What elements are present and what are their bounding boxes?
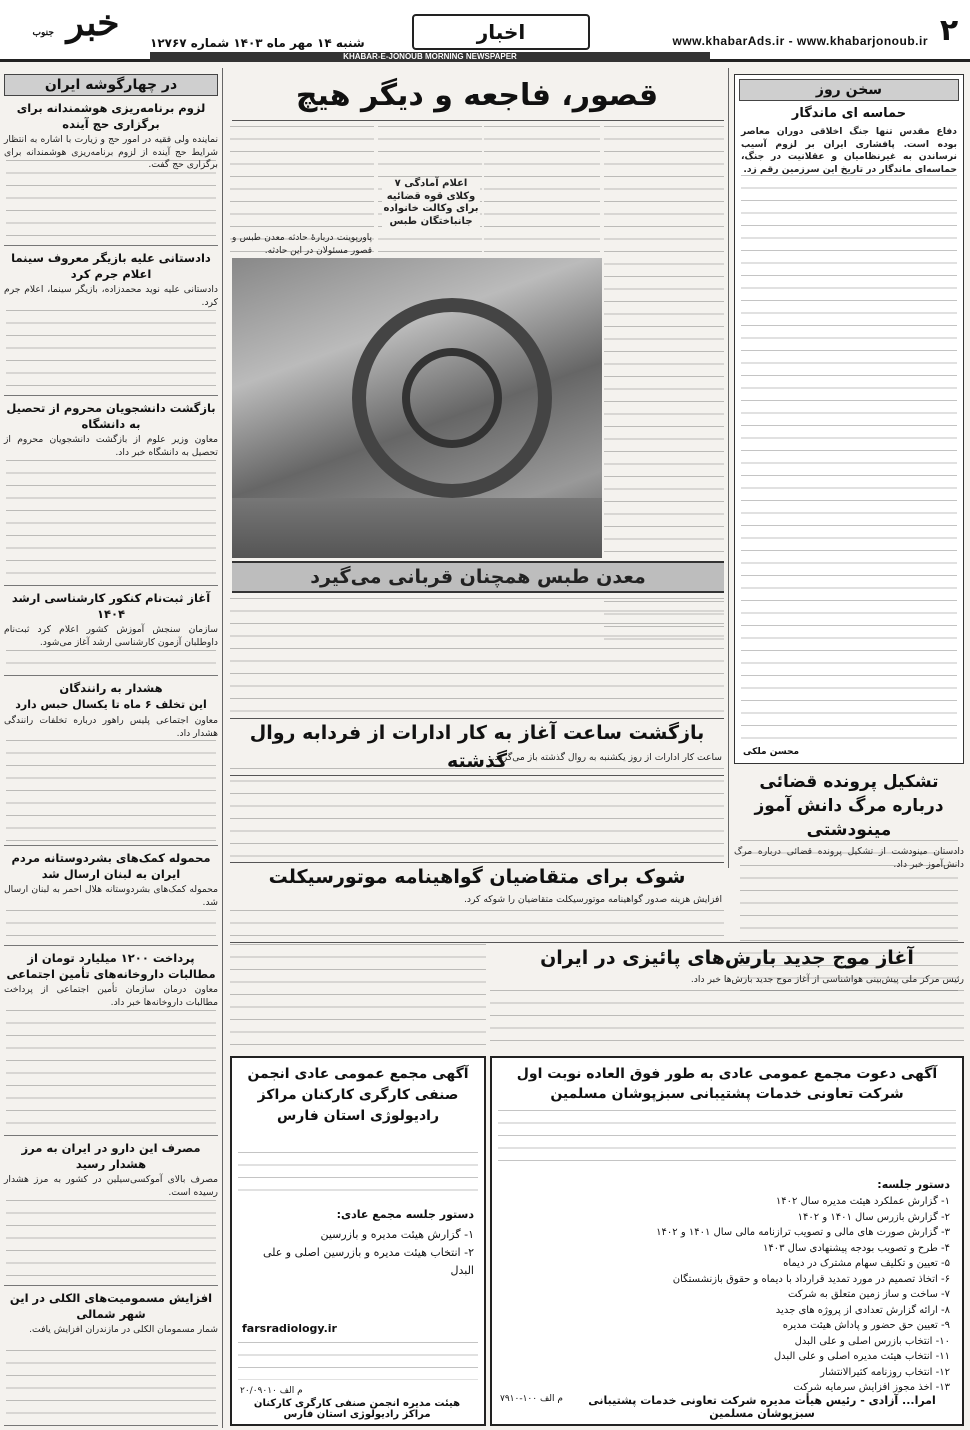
radiology-agenda-title: دستور جلسه مجمع عادی: xyxy=(336,1208,474,1221)
logo-text: خبر xyxy=(66,2,120,44)
radiology-ad-title: آگهی مجمع عمومی عادی انجمن صنفی کارگری کارکنان مراکز رادیولوژی استان فارس xyxy=(247,1066,469,1124)
coop-agenda-item: ۷- ساخت و ساز زمین متعلق به شرکت xyxy=(787,1289,950,1300)
coop-agenda-list xyxy=(510,1194,950,1396)
corner-news-item xyxy=(4,96,218,246)
coop-agenda-item: ۱۰- انتخاب بازرس اصلی و علی البدل xyxy=(794,1335,950,1347)
lead-body-text xyxy=(484,126,600,256)
corner-box-title: در چهارگوشه ایران xyxy=(4,74,218,96)
corner-news-text: شمار مسمومان الکلی در مازندران افزایش یافت. xyxy=(29,1324,218,1335)
corner-news-item xyxy=(4,246,218,396)
corner-news-title: دادستانی علیه بازیگر معروف سینما اعلام جرم کرد xyxy=(11,251,211,281)
corner-news-title: آغاز ثبت‌نام کنکور کارشناسی ارشد ۱۴۰۴ xyxy=(11,591,211,621)
coop-agenda-item: ۱۲- انتخاب روزنامه کثیرالانتشار xyxy=(820,1366,950,1378)
court-headline: تشکیل پرونده قضائی درباره مرگ دانش آموز مینودشتی xyxy=(754,772,944,840)
corner-news-body xyxy=(6,160,216,241)
coop-ad-title: آگهی دعوت مجمع عمومی عادی به طور فوق العاده نوبت اول شرکت تعاونی خدمات پشتیبانی سبزپوشان مسلمین xyxy=(516,1066,938,1102)
corner-news-text: نماینده ولی فقیه در امور حج و زیارت با اشاره به انتظار شرایط حج آینده از لزوم برنامه‌ریزی هوشمندانه برای برگزاری حج گفت. xyxy=(4,134,218,170)
coop-agenda-item: ۱۳- اخذ مجوز افزایش سرمایه شرکت xyxy=(793,1382,950,1393)
corner-news-item xyxy=(4,846,218,946)
corner-news-body xyxy=(6,650,216,671)
editorial-box-title: سخن روز xyxy=(739,79,959,101)
column-rule xyxy=(222,68,223,1428)
page-number: ۲ xyxy=(939,13,959,48)
radiology-agenda-list xyxy=(240,1226,474,1280)
coop-code: م الف ۱۰۰-۷۹۱۰ xyxy=(500,1394,563,1404)
coop-agenda-item: ۴- طرح و تصویب بودجه پیشنهادی سال ۱۴۰۳ xyxy=(762,1242,950,1254)
corner-news-title: محموله کمک‌های بشردوستانه مردم ایران به لبنان ارسال شد xyxy=(11,851,211,881)
corner-news-text: معاون درمان سازمان تأمین اجتماعی از پرداخت مطالبات داروخانه‌ها خبر داد. xyxy=(4,984,218,1008)
motorcycle-headline: شوک برای متقاضیان گواهینامه موتورسیکلت xyxy=(230,862,724,891)
coop-signature: امرا... آزادی - رئیس هیأت مدیره شرکت تعاونی خدمات پشتیبانی سبزپوشان مسلمین xyxy=(588,1394,936,1420)
corner-news-item xyxy=(4,586,218,676)
corner-news-title: لزوم برنامه‌ریزی هوشمندانه برای برگزاری حج آینده xyxy=(16,101,206,131)
motorcycle-body-continued xyxy=(230,944,486,1050)
radiology-ad-note xyxy=(238,1342,478,1380)
machine-hub xyxy=(402,348,502,448)
coop-agenda-item: ۲- گزارش بازرس سال ۱۴۰۱ و ۱۴۰۲ xyxy=(797,1211,950,1223)
coop-agenda-item: ۳- گزارش صورت های مالی و تصویب ترازنامه مالی سال ۱۴۰۱ و ۱۴۰۲ xyxy=(656,1227,950,1238)
editorial-body-text xyxy=(741,175,957,740)
coop-ad-intro xyxy=(498,1110,956,1172)
english-banner: KHABAR-E-JONOUB MORNING NEWSPAPER xyxy=(150,52,710,62)
coop-agenda-item: ۱- گزارش عملکرد هیئت مدیره سال ۱۴۰۲ xyxy=(775,1196,950,1207)
corner-news-text: دادستانی علیه نوید محمدزاده، بازیگر سینما، اعلام جرم کرد. xyxy=(4,284,218,308)
corner-news-text: معاون وزیر علوم از بازگشت دانشجویان محروم از تحصیل به دانشگاه خبر داد. xyxy=(4,434,218,458)
court-story xyxy=(734,770,964,930)
corner-news-body xyxy=(6,740,216,841)
corner-news-body xyxy=(6,1350,216,1421)
lead-lead: پاورپوینت دربارهٔ حادثه معدن طبس و قصور مسئولان در این حادثه. xyxy=(232,233,372,256)
corner-column xyxy=(4,74,218,1426)
radiology-code: م الف ۲۰/۰۹۰۱۰ xyxy=(240,1386,303,1396)
corner-news-title: بازگشت دانشجویان محروم از تحصیل به دانشگاه xyxy=(6,401,216,431)
corner-news-subtitle: این تخلف ۶ ماه تا یکسال حبس دارد xyxy=(15,698,207,711)
lead-headline: قصور، فاجعه و دیگر هیچ xyxy=(295,78,659,113)
radiology-ad xyxy=(230,1056,486,1426)
corner-news-body xyxy=(6,1200,216,1281)
coop-agenda-item: ۹- تعیین حق حضور و پاداش هیئت مدیره xyxy=(782,1320,950,1331)
rain-body xyxy=(490,990,964,1050)
corner-news-body xyxy=(6,310,216,391)
editorial-lead: دفاع مقدس تنها جنگ اخلاقی دوران معاصر بوده است. پافشاری ایران بر لزوم آسیب نرساندن به غیرنظامیان و عقلانیت در جنگ، حماسه‌ای ماندگار در تاریخ این سرزمین رقم زد. xyxy=(741,126,957,175)
rad-agenda-item: ۱- گزارش هیئت مدیره و بازرسین xyxy=(320,1228,474,1241)
editorial-box xyxy=(734,74,964,764)
corner-news-item xyxy=(4,676,218,846)
corner-news-title: مصرف این دارو در ایران به مرز هشدار رسید xyxy=(21,1141,201,1171)
corner-news-title: پرداخت ۱۲۰۰ میلیارد تومان از مطالبات داروخانه‌های تأمین اجتماعی xyxy=(6,951,216,981)
corner-news-item xyxy=(4,396,218,586)
editorial-author: محسن ملکی xyxy=(743,747,800,757)
corner-news-item xyxy=(4,946,218,1136)
coop-agenda-item: ۸- ارائه گزارش تعدادی از پروژه های جدید xyxy=(775,1304,950,1316)
radiology-signature: هیئت مدیره انجمن صنفی کارگری کارکنان مراکز رادیولوژی استان فارس xyxy=(253,1398,461,1420)
rad-agenda-item: ۲- انتخاب هیئت مدیره و بازرسین اصلی و علی البدل xyxy=(262,1246,474,1277)
rain-headline: آغاز موج جدید بارش‌های پائیزی در ایران xyxy=(540,947,914,969)
website-links[interactable]: www.khabarAds.ir - www.khabarjonoub.ir xyxy=(672,34,928,48)
corner-news-body xyxy=(6,460,216,581)
corner-news-text: سازمان سنجش آموزش کشور اعلام کرد ثبت‌نام داوطلبان آزمون کارشناسی ارشد آغاز می‌شود. xyxy=(4,624,218,648)
coop-agenda-title: دستور جلسه: xyxy=(877,1178,950,1191)
photo-caption: معدن طبس همچنان قربانی می‌گیرد xyxy=(232,561,724,593)
coop-agenda-item: ۵- تعیین و تکلیف سهام مشترک در دیماه xyxy=(783,1258,950,1269)
corner-news-item xyxy=(4,1286,218,1426)
corner-news-body xyxy=(6,910,216,941)
corner-news-list xyxy=(4,96,218,1426)
newspaper-logo xyxy=(6,2,146,44)
radiology-site[interactable]: farsradiology.ir xyxy=(242,1322,337,1335)
lead-subhead: اعلام آمادگی ۷ وکلای قوه قضائیه برای وکالت خانواده جانباختگان طبس xyxy=(382,178,480,238)
dateline: شنبه ۱۴ مهر ماه ۱۴۰۳ شماره ۱۲۷۶۷ xyxy=(150,36,365,50)
coop-agenda-item: ۶- اتخاذ تصمیم در مورد تمدید قرارداد با دیماه و حقوق بازنشستگان xyxy=(672,1273,950,1285)
rain-lead: رئیس مرکز ملی پیش‌بینی هواشناسی از آغاز موج جدید بارش‌ها خبر داد. xyxy=(690,974,964,985)
motorcycle-body xyxy=(230,910,724,938)
corner-news-text: محموله کمک‌های بشردوستانه هلال احمر به لبنان ارسال شد. xyxy=(4,884,218,908)
motorcycle-lead: افزایش هزینه صدور گواهینامه موتورسیکلت متقاضیان را شوکه کرد. xyxy=(463,894,722,905)
corner-news-body xyxy=(6,1010,216,1131)
coop-ad xyxy=(490,1056,964,1426)
court-lead: دادستان مینودشت از تشکیل پرونده قضائی درباره مرگ دانش‌آموز خبر داد. xyxy=(734,846,964,870)
corner-news-title: افزایش مسمومیت‌های الکلی در این شهر شمالی xyxy=(9,1291,213,1321)
office-hours-lead: ساعت کار ادارات از روز یکشنبه به روال گذشته باز می‌گردد. xyxy=(491,752,722,763)
office-hours-headline: بازگشت ساعت آغاز به کار ادارات از فردابه روال گذشته xyxy=(230,718,724,776)
corner-news-text: معاون اجتماعی پلیس راهور درباره تخلفات رانندگی هشدار داد. xyxy=(4,715,218,739)
corner-news-text: مصرف بالای آموکسی‌سیلین در کشور به مرز هشدار رسیده است. xyxy=(4,1174,218,1198)
section-title: اخبار xyxy=(412,14,590,50)
corner-news-title: هشدار به رانندگان xyxy=(59,681,163,695)
column-rule xyxy=(728,68,729,868)
mine-photo xyxy=(232,258,602,558)
editorial-title: حماسه ای ماندگار xyxy=(791,106,907,121)
lead-continued-text xyxy=(230,598,724,716)
radiology-ad-intro xyxy=(238,1152,478,1202)
coop-agenda-item: ۱۱- انتخاب هیئت مدیره اصلی و علی البدل xyxy=(773,1351,950,1362)
corner-news-item xyxy=(4,1136,218,1286)
office-hours-body xyxy=(230,768,724,860)
logo-sub: جنوب xyxy=(32,28,54,38)
